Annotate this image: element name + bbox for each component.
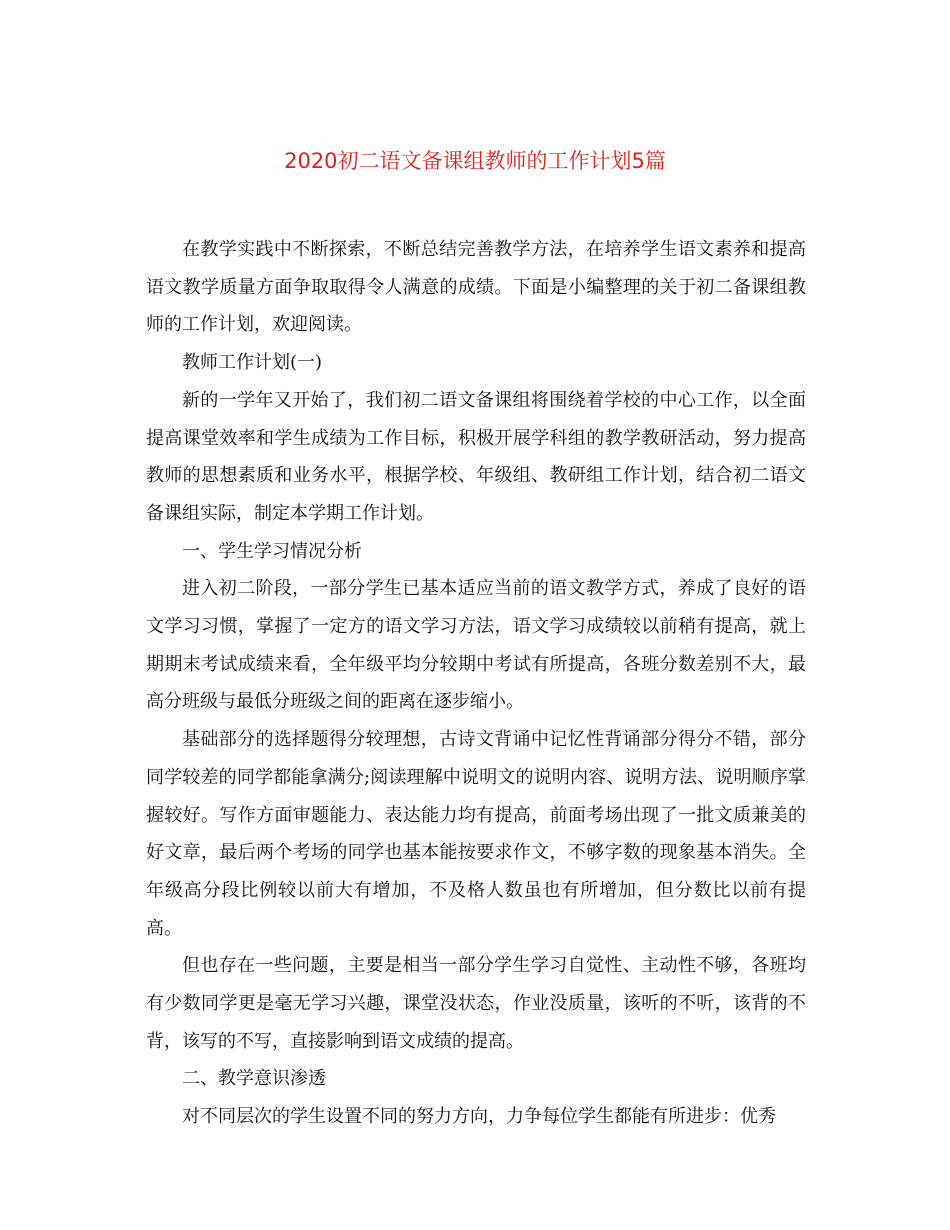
paragraph-basics-performance: 基础部分的选择题得分较理想，古诗文背诵中记忆性背诵部分得分不错，部分同学较差的同学都能拿满分;阅读理解中说明文的说明内容、说明方法、说明顺序掌握较好。写作方面审题能力、表达能力均有提高，前面考场出现了一批文质兼美的好文章，最后两个考场的同学也基本能按要求作文，不够字数的现象基本消失。全年级高分段比例较以前大有增加，不及格人数虽也有所增加，但分数比以前有提高。 <box>146 729 806 939</box>
document-title: 2020初二语文备课组教师的工作计划5篇 <box>284 149 666 173</box>
paragraph-problems: 但也存在一些问题，主要是相当一部分学生学习自觉性、主动性不够，各班均有少数同学更是毫无学习兴趣，课堂没状态，作业没质量，该听的不听，该背的不背，该写的不写，直接影响到语文成绩的提高。 <box>146 955 806 1052</box>
paragraph-student-analysis: 进入初二阶段，一部分学生已基本适应当前的语文教学方式，养成了良好的语文学习习惯，掌握了一定方的语文学习方法，语文学习成绩较以前稍有提高，就上期期末考试成绩来看，全年级平均分较期中考试有所提高，各班分数差别不大，最高分班级与最低分班级之间的距离在逐步缩小。 <box>146 578 806 713</box>
document-body <box>146 231 806 1136</box>
section-heading-student-analysis: 一、学生学习情况分析 <box>182 540 362 562</box>
section-heading-teaching-awareness: 二、教学意识渗透 <box>182 1068 326 1090</box>
section-heading-plan-1: 教师工作计划(一) <box>182 352 323 374</box>
paragraph-plan-overview: 新的一学年又开始了，我们初二语文备课组将围绕着学校的中心工作，以全面提高课堂效率和学生成绩为工作目标，积极开展学科组的教学教研活动，努力提高教师的思想素质和业务水平，根据学校、年级组、教研组工作计划，结合初二语文备课组实际，制定本学期工作计划。 <box>146 389 806 524</box>
paragraph-teaching-awareness: 对不同层次的学生设置不同的努力方向，力争每位学生都能有所进步：优秀 <box>182 1106 776 1128</box>
paragraph-intro: 在教学实践中不断探索，不断总结完善教学方法，在培养学生语文素养和提高语文教学质量方面争取取得令人满意的成绩。下面是小编整理的关于初二备课组教师的工作计划，欢迎阅读。 <box>146 239 806 336</box>
